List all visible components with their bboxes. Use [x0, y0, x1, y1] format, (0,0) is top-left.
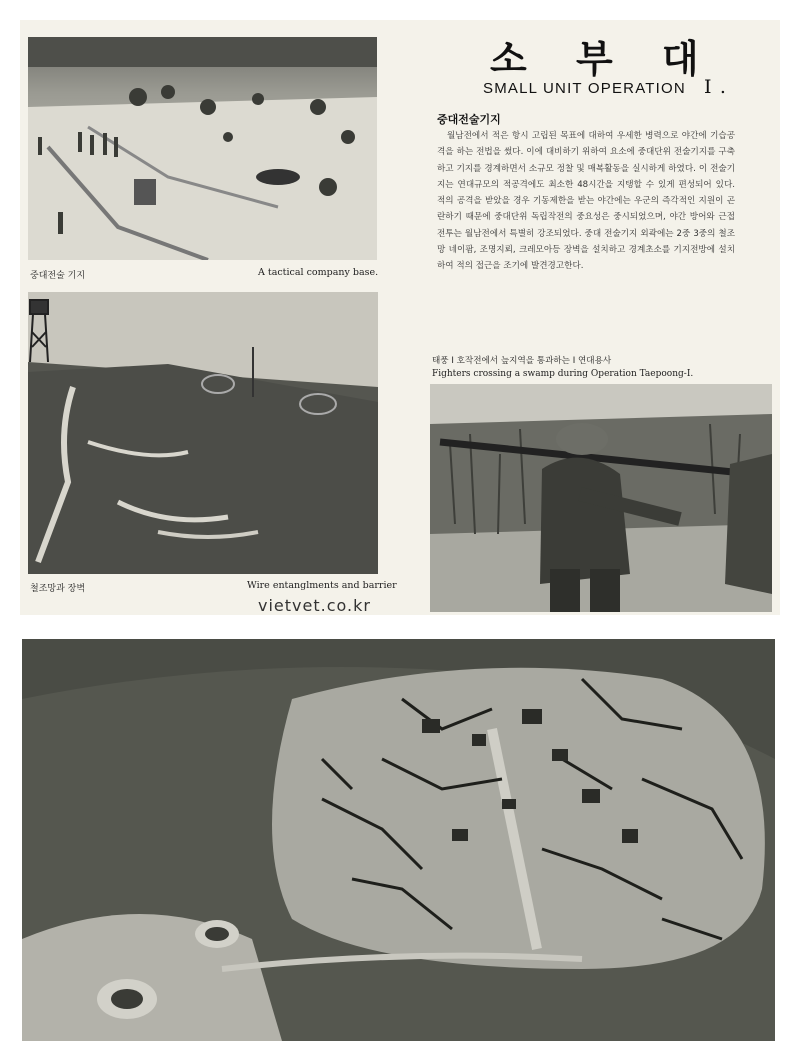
- caption-wire-ko: 철조망과 장벽: [30, 584, 86, 594]
- caption-wire-en: Wire entanglments and barrier: [247, 580, 397, 591]
- photo-company-base: [28, 37, 377, 260]
- photo-aerial-base: [22, 639, 775, 1041]
- caption-base-ko: 중대전술 기지: [30, 271, 86, 281]
- page-title-numeral: I .: [703, 76, 728, 98]
- page-title-english: [483, 76, 727, 98]
- caption-swamp-ko: 태풍 I 호작전에서 늪지역을 통과하는 I 연대용사: [432, 356, 612, 366]
- page-title-english-text: SMALL UNIT OPERATION: [483, 80, 686, 97]
- photo-swamp-crossing: [430, 384, 772, 612]
- watermark: vietvet.co.kr: [258, 596, 371, 615]
- caption-base-en: A tactical company base.: [258, 267, 379, 278]
- page-title-korean: 소 부 대: [490, 37, 717, 81]
- caption-swamp-en: Fighters crossing a swamp during Operation Taepoong-I.: [432, 369, 694, 379]
- article-heading: 중대전술기지: [437, 113, 501, 126]
- article-body: 월남전에서 적은 항시 고립된 목표에 대하여 우세한 병력으로 야간에 기습공격을 하는 전법을 썼다. 이에 대비하기 위하여 요소에 중대단위 전술기지를 구축하고 기지를 경계하면서 소규모 정찰 및 매복활동을 실시하게 하였다. 이 전술기지는 연대규모의 적공격에도 최소한 48시간을 지탱할 수 있게 편성되어 있다. 적의 공격을 받았을 경우 기동제한을 받는 야간에는 우군의 즉각적인 지원이 곤란하기 때문에 중대단위 독립작전의 중요성은 중시되었으며, 야간 방어와 근접전투는 월남전에서 특별히 강조되었다. 중대 전술기지 외곽에는 2중 3중의 철조망 네이팜, 조명지뢰, 크레모아등 장벽을 설치하고 경계초소를 기지전방에 설치하여 적의 접근을 조기에 발견경고한다.: [437, 131, 735, 272]
- photo-wire-barrier: [28, 292, 378, 574]
